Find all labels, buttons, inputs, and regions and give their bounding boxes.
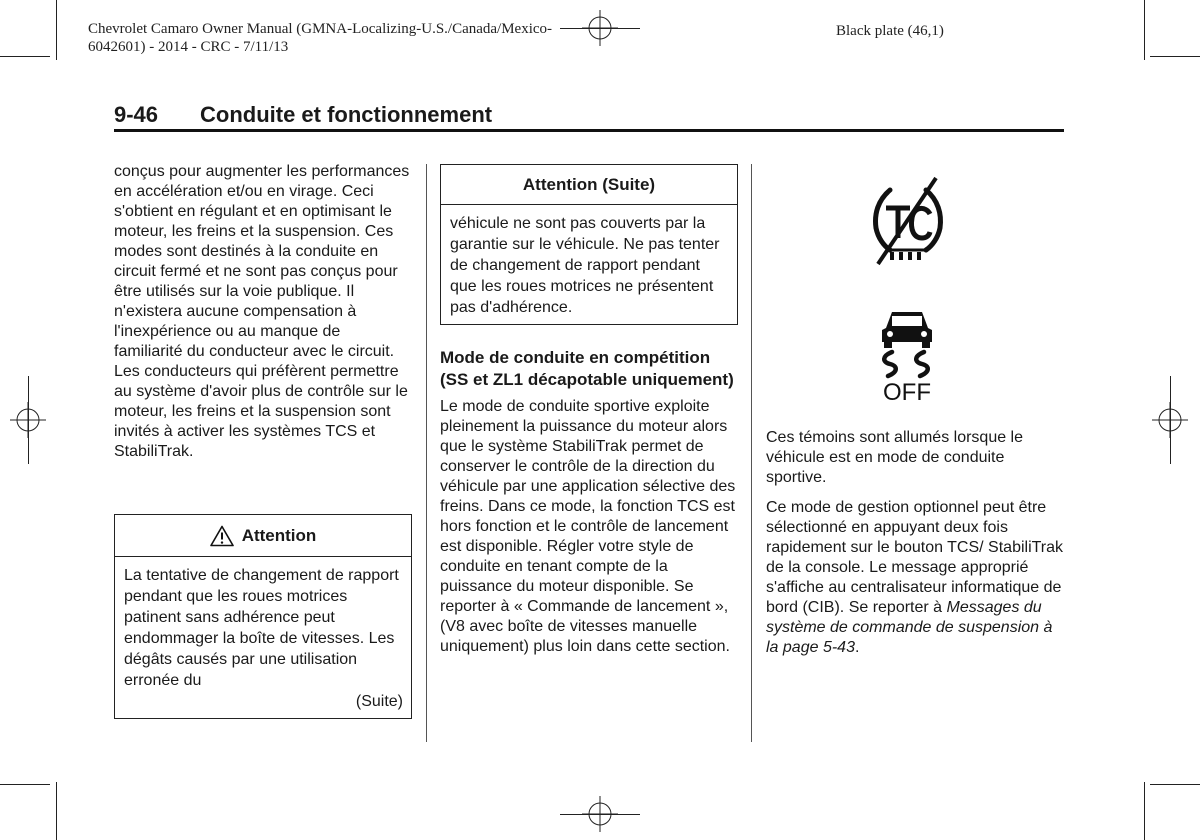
print-slug-left <box>88 20 608 56</box>
warning-header <box>115 515 411 557</box>
registration-line <box>560 814 640 815</box>
column-divider <box>426 164 427 742</box>
slug-line-1: Chevrolet Camaro Owner Manual (GMNA-Localizing-U.S./Canada/Mexico- <box>88 21 553 37</box>
traction-control-off-icon <box>870 176 946 268</box>
registration-line <box>1170 376 1171 464</box>
page-number: 9-46 <box>114 102 159 127</box>
crop-mark <box>1150 56 1200 57</box>
page-header <box>114 100 1064 132</box>
warning-continued-label: (Suite) <box>355 693 403 710</box>
warning-continued-body: véhicule ne sont pas couverts par la garantie sur le véhicule. Ne pas tenter de changement de rapport pendant que les roues motrices ne présentent pas d'adhérence. <box>450 215 720 316</box>
body-paragraph: conçus pour augmenter les performances en accélération et/ou en virage. Ceci s'obtient en régulant et en optimisant le moteur, les freins et la suspension. Ces modes sont destinés à la conduite en circuit fermé et ne sont pas conçus pour être utilisés sur la voie publique. Il n'existera aucune compensation à l'inexpérience ou au manque de familiarité du conducteur avec le circuit. Les conducteurs qui préfèrent permettre au système d'avoir plus de contrôle sur le moteur, les freins et la suspension sont invités à activer les systèmes TCS et StabiliTrak. <box>114 163 410 460</box>
warning-box-continued <box>440 164 738 325</box>
column-divider <box>751 164 752 742</box>
page-title: Conduite et fonctionnement <box>200 102 493 127</box>
body-paragraph: Le mode de conduite sportive exploite pleinement la puissance du moteur alors que le système StabiliTrak permet de conserver le contrôle de la direction du véhicule par une application sélective des freins. Dans ce mode, la fonction TCS est hors fonction et le contrôle de lancement est disponible. Régler votre style de conduite en tenant compte de la puissance du moteur disponible. Se reporter à « Commande de lancement », (V8 avec boîte de vitesses manuelle uniquement) plus loin dans cette section. <box>440 398 736 655</box>
warning-box <box>114 514 412 719</box>
warning-text: La tentative de changement de rapport pendant que les roues motrices patinent sans adhérence peut endommager la boîte de vitesses. Les dégâts causés par une utilisation erronée du <box>124 567 399 689</box>
print-slug-right: Black plate (46,1) <box>836 23 944 39</box>
warning-continued-header: Attention (Suite) <box>441 165 737 205</box>
warning-title: Attention <box>241 526 317 545</box>
column-3 <box>766 176 1066 668</box>
crop-mark <box>0 56 50 57</box>
off-label: OFF <box>883 379 931 402</box>
crop-mark <box>1150 784 1200 785</box>
column-2 <box>440 164 738 667</box>
crop-mark <box>0 784 50 785</box>
body-text: Ce mode de gestion optionnel peut être sélectionné en appuyant deux fois rapidement sur le bouton TCS/ StabiliTrak de la console. Le message approprié s'affiche au centralisateur informatique de bord (CIB). Se reporter à <box>766 499 1064 616</box>
warning-body <box>115 557 411 718</box>
body-paragraph: Ces témoins sont allumés lorsque le véhicule est en mode de conduite sportive. <box>766 429 1024 486</box>
registration-line <box>28 376 29 464</box>
crop-mark <box>56 782 57 840</box>
column-1 <box>114 162 410 472</box>
slug-line-2: 6042601) - 2014 - CRC - 7/11/13 <box>88 39 289 55</box>
crop-mark <box>56 0 57 60</box>
section-heading: Mode de conduite en compétition (SS et ZL1 décapotable uniquement) <box>440 348 734 389</box>
cross-reference-link[interactable]: Messages du système de commande de suspension à la page 5-43 <box>766 599 1053 656</box>
body-text: . <box>854 639 860 656</box>
stabilitrak-off-icon <box>878 306 936 402</box>
warning-triangle-icon <box>210 525 234 547</box>
body-paragraph <box>766 498 1066 658</box>
crop-mark <box>1144 0 1145 60</box>
crop-mark <box>1144 782 1145 840</box>
